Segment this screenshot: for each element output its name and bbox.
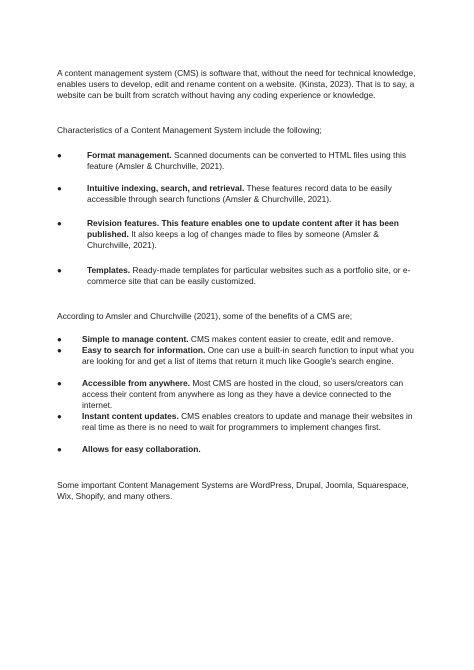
characteristics-intro: Characteristics of a Content Management System include the following; bbox=[57, 125, 322, 135]
characteristic-title: Intuitive indexing, search, and retrieval. bbox=[87, 183, 245, 193]
characteristic-item-revision bbox=[57, 218, 419, 251]
benefit-item-simple bbox=[57, 334, 419, 345]
characteristic-text: Scanned documents can be converted to HTML files using this feature (Amsler & Churchville, 2021). bbox=[87, 150, 407, 172]
bullet-icon: ● bbox=[57, 412, 62, 421]
characteristic-title: Revision features. This feature enables one to update content after it has been published. bbox=[87, 218, 399, 240]
benefit-title: Allows for easy collaboration. bbox=[82, 444, 201, 454]
bullet-icon: ● bbox=[57, 151, 62, 160]
bullet-icon: ● bbox=[57, 184, 62, 193]
benefit-text: Most CMS are hosted in the cloud, so users/creators can access their content from anywhere as long as they have a device connected to the internet. bbox=[82, 378, 404, 411]
bullet-icon: ● bbox=[57, 346, 62, 355]
characteristic-item-templates bbox=[57, 265, 419, 287]
benefit-title: Instant content updates. bbox=[82, 411, 179, 421]
benefit-title: Accessible from anywhere. bbox=[82, 378, 190, 388]
bullet-icon: ● bbox=[57, 335, 62, 344]
benefit-title: Simple to manage content. bbox=[82, 334, 189, 344]
intro-paragraph: A content management system (CMS) is software that, without the need for technical knowledge, enables users to develop, edit and rename content on a website. (Kinsta, 2023). That is to say, a website can be built from scratch without having any coding experience or knowledge. bbox=[57, 68, 416, 101]
characteristic-title: Format management. bbox=[87, 150, 172, 160]
benefit-text: One can use a built-in search function to input what you are looking for and get a list of items that return it much like Google's search engine. bbox=[82, 345, 414, 367]
bullet-icon: ● bbox=[57, 445, 62, 454]
benefit-item-search bbox=[57, 345, 419, 367]
benefit-title: Easy to search for information. bbox=[82, 345, 206, 355]
characteristic-text: Ready-made templates for particular websites such as a portfolio site, or e-commerce site that can be easily customized. bbox=[87, 265, 411, 287]
bullet-icon: ● bbox=[57, 266, 62, 275]
characteristic-item-format bbox=[57, 150, 419, 172]
benefit-text: CMS makes content easier to create, edit and remove. bbox=[188, 334, 394, 344]
benefit-item-accessible bbox=[57, 378, 419, 411]
closing-paragraph: Some important Content Management Systems are WordPress, Drupal, Joomla, Squarespace, Wix, Shopify, and many others. bbox=[57, 480, 409, 502]
characteristic-item-indexing bbox=[57, 183, 419, 205]
bullet-icon: ● bbox=[57, 219, 62, 228]
benefits-intro: According to Amsler and Churchville (2021), some of the benefits of a CMS are; bbox=[57, 311, 353, 321]
benefit-item-instant bbox=[57, 411, 419, 433]
bullet-icon: ● bbox=[57, 379, 62, 388]
characteristic-title: Templates. bbox=[87, 265, 131, 275]
characteristic-text: These features record data to be easily accessible through search functions (Amsler & Churchville, 2021). bbox=[87, 183, 392, 205]
benefit-text: CMS enables creators to update and manage their websites in real time as there is no need to wait for programmers to implement changes first. bbox=[82, 411, 413, 433]
benefit-item-collaboration bbox=[57, 444, 419, 455]
characteristic-text: It also keeps a log of changes made to files by someone (Amsler & Churchville, 2021). bbox=[87, 229, 379, 251]
